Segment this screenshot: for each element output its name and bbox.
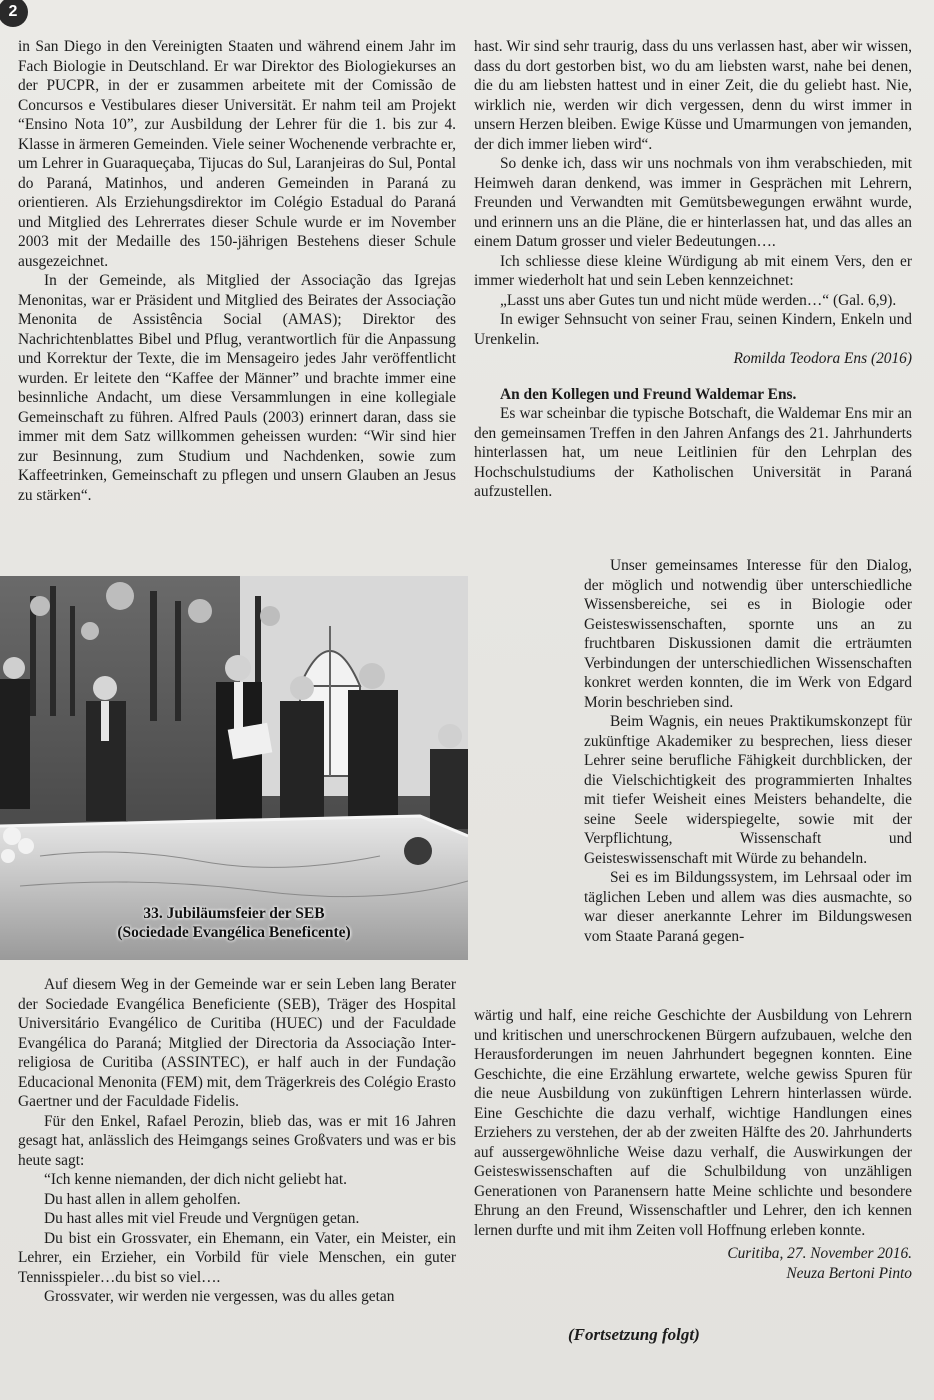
paragraph: Unser gemeinsames Interesse für den Dialog, der möglich und notwendig über unterschiedliche Wissensbereiche, sei es in Biologie oder Geisteswissenschaften, spornte uns an zu fruchtbaren Diskussionen damit die erträumten Verbindungen der unterschiedlichen Wissenschaften konkret werden konnten, die im Werk von Edgard Morin beschrieben sind. [584, 557, 912, 711]
paragraph: Beim Wagnis, ein neues Praktikumskonzept für zukünftige Akademiker zu besprechen, liess dieser Lehrer seine berufliche Fähigkeit durchblicken, der die Vielschichtigkeit des programmierten Inhaltes mit tiefer Weisheit eines Meisters behandelte, die seine Seele widerspiegelte, sowie mit der Verpflichtung, Wissenschaft und Geisteswissenschaft mit Würde zu behandeln. [584, 713, 912, 867]
continued-note: (Fortsetzung folgt) [568, 1325, 700, 1344]
paragraph: Ich schliesse diese kleine Würdigung ab mit einem Vers, den er immer wiederholt hat und sein Leben kennzeichnet: [474, 252, 912, 289]
left-column-bottom [18, 975, 456, 1307]
photo-image [0, 576, 468, 960]
paragraph: Es war scheinbar die typische Botschaft, die Waldemar Ens mir an den gemeinsamen Treffen in den Jahren Anfangs des 21. Jahrhunderts hinterlassen hat, um neue Leitlinien für den Lehrplan des Hochschulstudiums der Katholischen Universität in Paraná aufzustellen. [474, 405, 912, 500]
quote-line: Du hast alles mit viel Freude und Vergnügen getan. [44, 1210, 360, 1227]
signature-neuza: Neuza Bertoni Pinto [786, 1264, 912, 1282]
paragraph: Grossvater, wir werden nie vergessen, was du alles getan [44, 1288, 395, 1305]
right-column-top [474, 37, 912, 502]
photo-caption [0, 904, 468, 942]
paragraph: Auf diesem Weg in der Gemeinde war er sein Leben lang Berater der Sociedade Evangélica Beneficiente (SEB), Träger des Hospital Universitário Evangélico de Curitiba (HUEC) und der Faculdade Evangélica do Paraná; Mitglied der Directoria da Associação Inter-religiosa de Curitiba (ASSINTEC), er half auch in der Fundação Educacional Menonita (FEM) mit, dem Trägerkreis des Colégio Erasto Gaertner und der Faculdade Fidelis. [18, 976, 456, 1110]
quote-line: Du hast allen in allem geholfen. [44, 1190, 241, 1208]
right-column-narrow [584, 556, 912, 946]
quote-line: “Ich kenne niemanden, der dich nicht geliebt hat. [44, 1171, 347, 1188]
paragraph: In der Gemeinde, als Mitglied der Associação das Igrejas Menonitas, war er Präsident und Mitglied des Beirates der Associação Menonita de Assistência Social (AMAS); Direktor des Nachrichtenblattes Bibel und Pflug, verantwortlich für die Anpassung und Korrektur der Texte, die im Mensageiro jedes Jahr veröffentlicht wurden. Er leitete den “Kaffee der Männer” und brachte immer eine besinnliche Andacht, um diese Versammlungen in eine kollegiale Gemeinschaft zu führen. Alfred Pauls (2003) erinnert daran, dass sie immer mit dem Satz willkommen geheissen wurden: “Wir sind hier zur Besinnung, zum Studium und Nachdenken, sowie zum Kaffeetrinken, Gemeinschaft zu pflegen und unsern Glauben an Jesus zu stärken“. [18, 272, 456, 504]
paragraph: So denke ich, dass wir uns nochmals von ihm verabschieden, mit Heimweh daran denkend, was immer in Gesprächen mit Lehrern, Freunden und Verwandten mit Gemütsbewegungen erwähnt wurde, und erinnern uns an die Pläne, die er hinterlassen hat, und das alles an einem Datum grosser und vieler Bedeutungen…. [474, 155, 912, 250]
caption-line-1: 33. Jubiläumsfeier der SEB [143, 905, 325, 922]
paragraph: in San Diego in den Vereinigten Staaten und während einem Jahr im Fach Biologie in Deutschland. Er war Direktor des Biologiekurses an der PUCPR, in der er zusammen arbeitete mit der Comissão de Concursos e Vestibulares dieser Universität. Er nahm teil am Projekt “Ensino Nota 10”, zur Ausbildung der Lehrer für die 1. bis zur 4. Klasse in ärmeren Gemeinden. Viele seiner Wochenende verbrachte er, um Lehrer in Guaraqueçaba, Tijucas do Sul, Laranjeiras do Sul, Pontal do Paraná, Matinhos, und anderen Gemeinden in Paraná zu orientieren. Als Erziehungsdirektor im Colégio Estadual do Paraná und Mitglied des Lehrerrates dieser Schule wurde er im November 2003 mit der Medaille des 150-jährigen Bestehens dieser Schule ausgezeichnet. [18, 38, 456, 270]
section-heading: An den Kollegen und Freund Waldemar Ens. [500, 385, 797, 403]
paragraph: hast. Wir sind sehr traurig, dass du uns verlassen hast, aber wir wissen, dass du dort gestorben bist, wo du am liebsten warst, nahe bei denen, die du am liebsten hattest und in einer Zeit, die du geliebt hast. Nie, wirklich nie, werden wir dich vergessen, denn du wirst immer in unsern Herzen bleiben. Ewige Küsse und Umarmungen von jemanden, der dich immer lieben wird“. [474, 38, 912, 153]
left-column-top [18, 37, 456, 505]
paragraph: Sei es im Bildungssystem, im Lehrsaal oder im täglichen Leben und allem was dies ausmachte, so war dieser anerkannte Lehrer im Bildungswesen vom Staate Paraná gegen- [584, 869, 912, 945]
paragraph: Du bist ein Grossvater, ein Ehemann, ein Vater, ein Meister, ein Lehrer, ein Erzieher, ein Vorbild für viele Menschen, ein guter Tennisspieler…du bist so viel…. [18, 1229, 456, 1286]
caption-line-2: (Sociedade Evangélica Beneficente) [117, 924, 351, 941]
right-column-bottom [474, 1006, 912, 1283]
signature-romilda: Romilda Teodora Ens (2016) [733, 350, 912, 367]
page-number: 2 [0, 0, 28, 27]
paragraph: Für den Enkel, Rafael Perozin, blieb das, was er mit 16 Jahren gesagt hat, anlässlich des Heimgangs seines Großvaters und was er bis heute sagt: [18, 1112, 456, 1169]
paragraph: wärtig und half, eine reiche Geschichte der Ausbildung von Lehrern und kritischen und unerschrockenen Bürgern aufzubauen, welche den Herausforderungen im neuen Jahrhundert begegnen konnten. Eine Geschichte, die eine Erzählung erwartete, welche gewiss Spuren für die neue Ausbildung von zukünftigen Lehrern hinterlassen würde. Eine Geschichte die dazu verhalf, wichtige Handlungen eines Erziehers zu verstehen, der ab der zweiten Hälfte des 20. Jahrhunderts auf aussergewöhnliche Weise dazu verhalf, die Auswirkungen der Geisteswissenschaften auf die Schulbildung von unzähligen Generationen von Paranensern hatte Meine schlichte und besondere Ehrung an den Freund, Wissenschaftler und Lehrer, den ich kennen lernen durfte und mit ihm Zeiten voll Hoffnung erleben konnte. [474, 1007, 912, 1239]
bible-verse: „Lasst uns aber Gutes tun und nicht müde werden…“ (Gal. 6,9). [500, 291, 897, 309]
event-photo [0, 576, 468, 960]
place-date: Curitiba, 27. November 2016. [727, 1245, 912, 1262]
paragraph: In ewiger Sehnsucht von seiner Frau, seinen Kindern, Enkeln und Urenkelin. [474, 311, 912, 348]
